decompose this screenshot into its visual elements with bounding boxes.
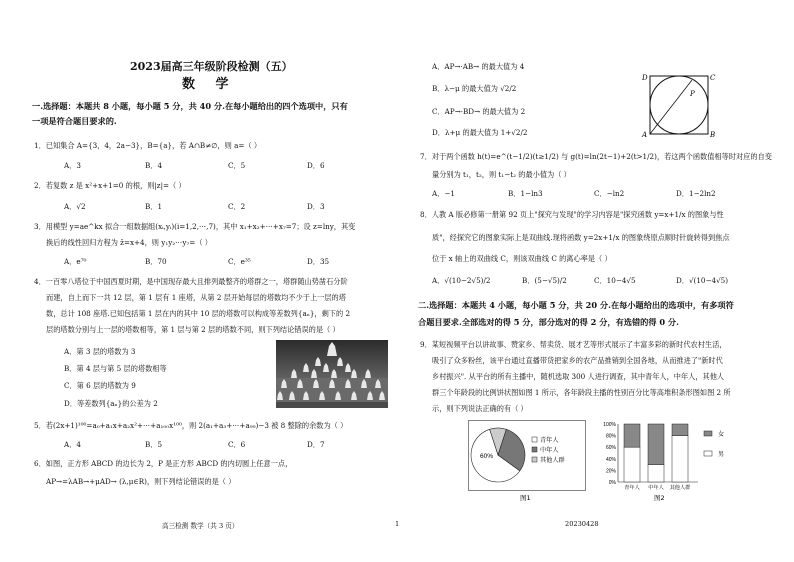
q6-option-a: A．AP→·AB→ 的最大值为 4 (432, 62, 525, 71)
q5-stem: 5．若(2x+1)¹⁰⁰=a₀+a₁x+a₂x²+⋯+a₁₀₀x¹⁰⁰，则 2(a₁+a₃+⋯+a₉₉)−3 被 8 整除的余数为（ ） (34, 421, 348, 430)
bar-legend-swatch-0 (704, 431, 712, 436)
pie-legend-label-0: 青年人 (540, 437, 559, 444)
q4-option-d: D．等差数列{aₙ}的公差为 2 (64, 399, 158, 408)
q2-option-a: A．√2 (64, 202, 86, 211)
bar-segment-2-0 (672, 424, 688, 436)
q3-option-c: C．e³⁵ (228, 257, 251, 266)
bar-category-label-2: 其他人群 (669, 485, 691, 491)
q5-option-b: B．5 (145, 440, 163, 449)
figure-label-c: C (710, 74, 716, 82)
q2-option-b: B．1 (145, 202, 163, 211)
q9-line3: 乡村振兴". 从平台的所有主播中，随机选取 300 人进行调查，其中青年人，中年人，其他人 (432, 372, 725, 381)
bar-chart-caption: 图2 (654, 494, 665, 502)
q4-line3: 数，总计 108 座塔.已知包括第 1 层在内的其中 10 层的塔数可以构成等差数列{aₙ}，剩下的 2 (46, 309, 351, 318)
q5-option-c: C．6 (228, 440, 246, 449)
q7-option-b: B．1−ln3 (508, 189, 543, 198)
bar-legend-label-0: 女 (718, 431, 725, 438)
q3-option-d: D．35 (307, 257, 330, 266)
q6-line1: 6．如图，正方形 ABCD 的边长为 2，P 是正方形 ABCD 的内切圆上任意一点， (34, 459, 293, 468)
q9-line1: 9．某短视频平台以讲故事、赞家乡、帮卖货、展才艺等形式展示了丰富多彩的新时代农村生活， (420, 340, 727, 349)
footer-date-code: 20230428 (565, 520, 599, 528)
bar-ytick-label-1: 80% (605, 433, 616, 440)
q4-line1: 4．一百零八塔位于中国西夏时期，是中国现存最大且排列最整齐的塔群之一，塔群随山势凿石分阶 (34, 277, 348, 286)
q9-pie-chart (468, 420, 586, 502)
q6-line2: AP→=λAB→+μAD→ (λ,μ∈R)，则下列结论错误的是（ ） (46, 477, 236, 486)
bar-segment-1-0 (648, 424, 664, 465)
bar-ytick-label-3: 40% (605, 456, 616, 463)
section2-heading-line1: 二.选择题：本题共 4 小题，每小题 5 分，共 20 分.在每小题给出的选项中，有多项符 (418, 300, 734, 310)
q7-option-c: C．−ln2 (594, 189, 625, 198)
q9-line4: 群三个年龄段的比例饼状图如图 1 所示，各年龄段主播的性别百分比等高堆积条形图如图 2 所 (432, 388, 731, 397)
q6-option-d: D．λ+μ 的最大值为 1+√2/2 (432, 128, 528, 137)
figure-label-b: B (710, 131, 716, 138)
bar-segment-2-1 (672, 436, 688, 482)
q3-line2: 换后的线性回归方程为 ẑ=x+4，则 y₁y₂⋯y₇=（ ） (46, 238, 212, 247)
q9-stacked-bar-chart (596, 420, 736, 502)
bar-legend-swatch-1 (704, 451, 712, 456)
q2-option-c: C．2 (228, 202, 246, 211)
pie-legend-swatch-2 (532, 457, 537, 462)
q2-option-d: D．3 (307, 202, 325, 211)
q6-option-c: C．AP→·BD→ 的最大值为 2 (432, 107, 526, 116)
q1-option-c: C．5 (228, 161, 246, 170)
section1-heading-line2: 一项是符合题目要求的. (32, 116, 117, 126)
figure-label-a: A (642, 131, 648, 138)
q4-option-a: A．第 3 层的塔数为 3 (64, 347, 136, 356)
q1-option-a: A．3 (64, 161, 81, 170)
q8-option-d: D．√(10−4√5) (676, 276, 729, 285)
pie-legend-swatch-0 (532, 437, 537, 442)
q4-line4: 层的塔数分别与上一层的塔数相等，第 1 层与第 2 层的塔数不同，则下列结论错误的是（ ） (46, 325, 340, 334)
pie-slice-label-youth: 60% (480, 453, 494, 460)
bar-segment-0-0 (624, 424, 640, 447)
footer-left: 高三检测 数学（共 3 页） (162, 522, 239, 530)
q8-option-a: A．√(10−2√5)/2 (432, 276, 491, 285)
q4-line2: 而建，自上而下一共 12 层，第 1 层有 1 座塔，从第 2 层开始每层的塔数均不少于上一层的塔 (46, 293, 346, 302)
section2-heading-line2: 合题目要求.全部选对的得 5 分，部分选对的得 2 分，有选错的得 0 分. (418, 317, 679, 327)
bar-segment-1-1 (648, 465, 664, 482)
exam-title: 2023届高三年级阶段检测（五） (130, 60, 293, 73)
q1-option-b: B．4 (145, 161, 163, 170)
q4-option-b: B．第 4 层与第 5 层的塔数相等 (64, 364, 167, 373)
q1-stem: 1．已知集合 A={3，4，2a−3}，B={a}，若 A∩B≠∅，则 a=（ ） (34, 141, 262, 150)
q8-line1: 8．人教 A 版必修第一册第 92 页上"探究与发现"的学习内容是"探究函数 y=x+1/x 的图象与性 (420, 210, 724, 219)
bar-category-label-0: 青年人 (624, 485, 640, 491)
pagoda-photo (276, 340, 388, 408)
pie-legend-label-2: 其他人群 (540, 457, 565, 464)
q7-option-d: D．1−2ln2 (676, 189, 716, 198)
q1-option-d: D．6 (307, 161, 325, 170)
figure-label-d: D (642, 74, 648, 82)
q9-line2: 吸引了众多粉丝，该平台通过直播带货把家乡的农产品推销到全国各地，从而推进了"新时代 (432, 356, 723, 365)
pie-chart-caption: 图1 (520, 494, 531, 502)
q8-option-c: C．10−4√5 (594, 276, 636, 285)
bar-ytick-label-5: 0% (608, 480, 616, 486)
pie-legend-swatch-1 (532, 447, 537, 452)
q3-option-b: B．70 (145, 257, 167, 266)
q5-option-a: A．4 (64, 440, 81, 449)
q2-stem: 2．若复数 z 是 x²+x+1=0 的根，则|z|=（ ） (34, 181, 186, 190)
bar-ytick-label-4: 20% (605, 468, 616, 475)
bar-category-label-1: 中年人 (648, 485, 664, 491)
bar-ytick-label-2: 60% (605, 445, 616, 452)
subject-title: 数 学 (182, 77, 237, 92)
q6-square-circle-figure (640, 70, 724, 138)
q3-option-a: A．e⁷⁰ (64, 257, 87, 266)
footer-page-number: 1 (395, 520, 400, 528)
pie-legend-label-1: 中年人 (540, 447, 559, 454)
q3-line1: 3．用模型 y=ae^kx 拟合一组数据组(xᵢ,yᵢ)(i=1,2,⋯,7)，其中 x₁+x₂+⋯+x₇=7；设 z=lny，其变 (34, 222, 356, 231)
q6-option-b: B．λ−μ 的最大值为 √2/2 (432, 84, 517, 93)
section1-heading-line1: 一.选择题：本题共 8 小题，每小题 5 分，共 40 分.在每小题给出的四个选项中，只有 (32, 101, 348, 111)
bar-legend-label-1: 男 (718, 451, 725, 458)
q5-option-d: D．7 (307, 440, 325, 449)
bar-ytick-label-0: 100% (603, 422, 616, 428)
figure-label-p: P (690, 90, 695, 98)
q7-line1: 7．对于两个函数 h(t)=e^(t−1/2)(t≥1/2) 与 g(t)=ln(2t−1)+2(t>1/2)，若这两个函数值相等时对应的自变 (420, 152, 772, 161)
q8-line3: 位于 x 轴上的双曲线 C，则该双曲线 C 的离心率是（ ） (432, 254, 612, 263)
bar-segment-0-1 (624, 447, 640, 482)
q8-option-b: B．(5−√5)/2 (522, 276, 567, 285)
q8-line2: 质"，经探究它的图象实际上是双曲线.现将函数 y=2x+1/x 的图象绕原点顺时针旋转得到焦点 (432, 233, 730, 242)
q9-line5: 示，则下列说法正确的有（ ） (432, 404, 528, 413)
q4-option-c: C．第 6 层的塔数为 9 (64, 381, 136, 390)
q7-line2: 量分别为 t₁，t₂，则 t₁−t₂ 的最小值为（ ） (432, 170, 571, 179)
q7-option-a: A．−1 (432, 189, 455, 198)
